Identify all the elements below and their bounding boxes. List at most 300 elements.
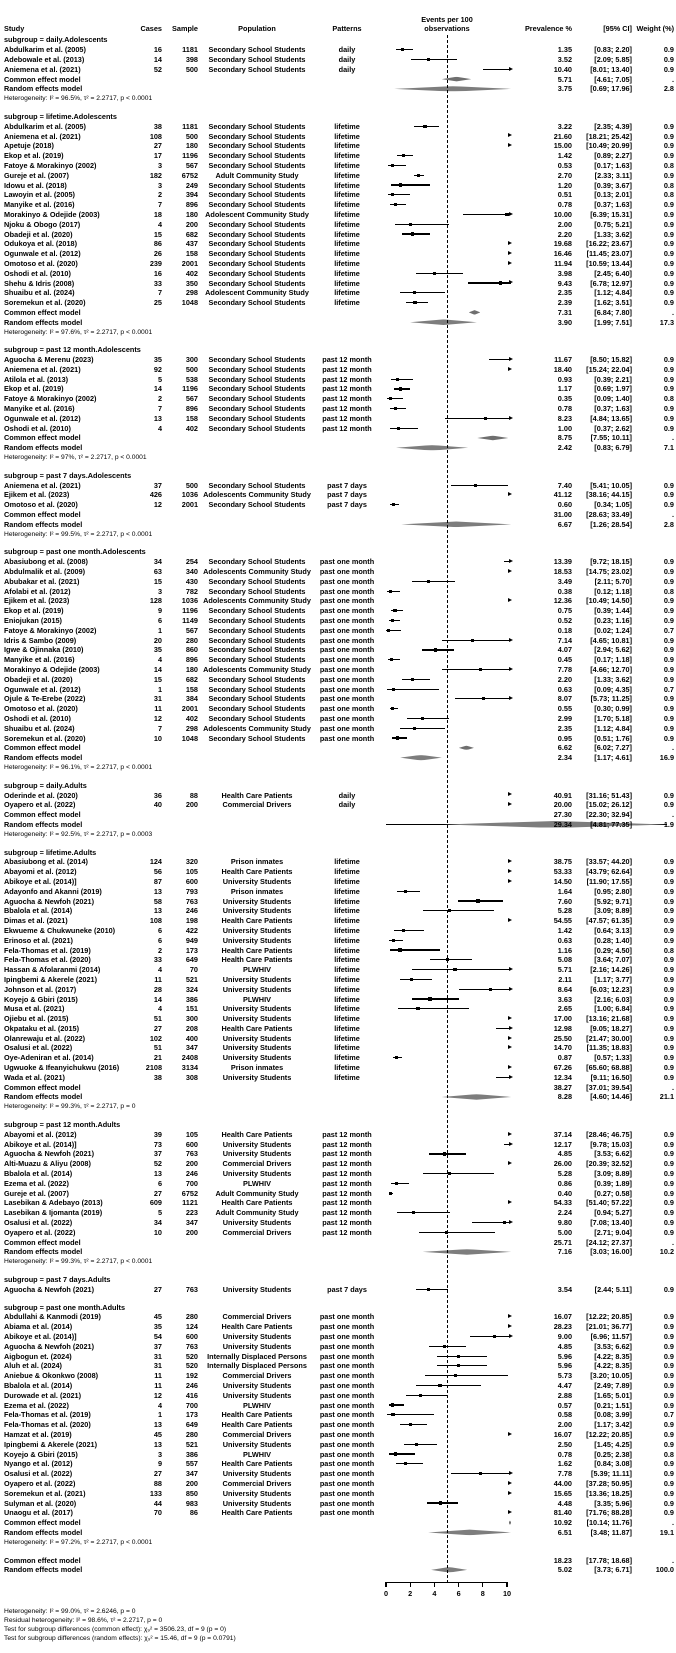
out-of-range-arrow-icon	[508, 492, 512, 496]
study-label: Oshodi et al. (2010)	[4, 423, 71, 433]
heterogeneity-note: Heterogeneity: I² = 99.3%, τ² = 2.2717, p < 0.0001	[4, 1258, 153, 1266]
point-estimate-marker	[476, 899, 479, 902]
weight-value: 0.9	[663, 567, 674, 577]
weight-value: .	[671, 510, 674, 520]
reference-dashed-line	[447, 35, 448, 1583]
ci-line	[412, 998, 459, 999]
point-estimate-marker	[493, 1335, 496, 1338]
weight-value: 0.9	[663, 994, 674, 1004]
study-row	[4, 1014, 674, 1024]
study-label: Aniemena et al. (2021)	[4, 131, 81, 141]
ci-line	[391, 379, 413, 380]
study-row	[4, 645, 674, 655]
pattern-label: lifetime	[334, 955, 360, 965]
out-of-range-arrow-icon	[508, 802, 512, 806]
ci-arrow-right-icon	[509, 987, 513, 991]
cases-value: 31	[153, 1351, 162, 1361]
population-label: University Students	[222, 1390, 292, 1400]
weight-value: 0.9	[663, 713, 674, 723]
study-row	[4, 1072, 674, 1082]
ci-line	[404, 1444, 438, 1445]
sample-value: 158	[185, 249, 198, 259]
weight-value: 0.9	[663, 1014, 674, 1024]
prevalence-value: 5.71	[557, 965, 572, 975]
cases-value: 4	[157, 1004, 162, 1014]
ci-line	[459, 989, 511, 990]
prevalence-value: 9.43	[557, 278, 572, 288]
prevalence-value: 18.53	[553, 567, 572, 577]
ci-value: [5.92; 9.71]	[594, 896, 632, 906]
sample-value: 860	[185, 645, 198, 655]
sample-value: 600	[185, 1332, 198, 1341]
study-label: Aniemena et al. (2021)	[4, 364, 81, 374]
cases-value: 11	[154, 974, 162, 984]
sample-value: 340	[185, 567, 198, 577]
study-label: Aluh et al. (2024)	[4, 1361, 62, 1371]
ci-arrow-right-icon	[509, 1471, 513, 1475]
ci-value: [3.73; 6.71]	[594, 1565, 632, 1575]
study-row	[4, 955, 674, 965]
weight-value: 0.9	[663, 965, 674, 975]
sample-value: 850	[185, 1488, 198, 1498]
population-label: Secondary School Students	[208, 374, 306, 384]
population-label: University Students	[222, 1439, 292, 1449]
ci-value: [2.16; 14.26]	[590, 965, 632, 975]
sample-value: 246	[185, 906, 198, 916]
ci-value: [4.22; 8.35]	[594, 1361, 632, 1371]
prevalence-value: 1.16	[557, 945, 572, 955]
prevalence-value: 40.91	[553, 790, 572, 800]
sample-value: 521	[185, 1439, 198, 1449]
weight-value: 0.9	[663, 1169, 674, 1179]
population-label: Health Care Patients	[221, 1459, 293, 1469]
pattern-label: lifetime	[334, 258, 360, 268]
sample-value: 682	[185, 229, 198, 239]
subgroup-label: subgroup = daily.Adolescents	[4, 35, 108, 45]
ci-value: [0.08; 3.99]	[594, 1410, 632, 1420]
point-estimate-marker	[404, 1462, 407, 1465]
ci-value: [0.69; 1.97]	[594, 384, 632, 394]
weight-value: 0.9	[663, 655, 674, 665]
ci-arrow-right-icon	[509, 559, 513, 563]
study-label: Sulyman et al. (2020)	[4, 1498, 77, 1508]
study-label: Idowu et al. (2018)	[4, 180, 67, 190]
population-label: Commercial Drivers	[222, 1371, 292, 1381]
study-row	[4, 384, 674, 394]
ci-line	[400, 979, 431, 980]
cases-value: 14	[153, 384, 162, 394]
ci-value: [4.84; 13.65]	[590, 413, 632, 423]
study-row	[4, 867, 674, 877]
weight-value: 0.9	[663, 616, 674, 626]
ci-value: [37.28; 50.95]	[586, 1478, 632, 1488]
point-estimate-marker	[404, 890, 407, 893]
population-label: Commercial Drivers	[222, 1159, 292, 1169]
cases-value: 27	[153, 1023, 162, 1033]
cases-value: 13	[153, 1420, 162, 1430]
population-label: Secondary School Students	[208, 141, 306, 151]
study-row	[4, 733, 674, 743]
weight-value: 0.9	[663, 1508, 674, 1518]
study-label: Alti-Muazu & Aliyu (2008)	[4, 1159, 91, 1169]
sample-value: 86	[189, 1508, 198, 1518]
weight-value: 0.9	[663, 596, 674, 606]
weight-value: 0.9	[663, 1284, 674, 1294]
population-label: Prison inmates	[230, 857, 284, 867]
study-label: Aguocha & Merenu (2023)	[4, 355, 94, 365]
x-axis-tick-label: 8	[480, 1588, 485, 1598]
ci-value: [9.11; 16.50]	[590, 1072, 632, 1082]
prevalence-value: 1.17	[557, 384, 572, 394]
study-label: Aguocha & Newfoh (2021)	[4, 896, 95, 906]
point-estimate-marker	[396, 736, 399, 739]
study-row	[4, 1420, 674, 1430]
point-estimate-marker	[479, 668, 482, 671]
population-label: University Students	[222, 1498, 292, 1508]
weight-value: 0.9	[663, 896, 674, 906]
population-label: Commercial Drivers	[222, 1312, 292, 1322]
point-estimate-marker	[394, 203, 397, 206]
cases-value: 45	[153, 1312, 162, 1322]
ci-value: [1.17; 3.42]	[594, 1420, 632, 1430]
prevalence-value: 5.96	[557, 1361, 572, 1371]
random-effects-model-row	[4, 1247, 674, 1257]
weight-value: 0.9	[663, 557, 674, 567]
study-row	[4, 1063, 674, 1073]
point-estimate-marker	[413, 727, 416, 730]
prevalence-value: 2.24	[557, 1208, 572, 1218]
ci-value: [65.60; 68.88]	[586, 1063, 632, 1073]
weight-value: 10.2	[659, 1247, 674, 1257]
population-label: Secondary School Students	[208, 239, 306, 249]
ci-value: [6.78; 12.97]	[590, 278, 632, 288]
cases-value: 5	[157, 1208, 162, 1218]
study-label: Ipingbemi & Akerele (2021)	[4, 1439, 97, 1449]
study-label: Aigbogun et. (2024)	[4, 1351, 72, 1361]
ci-line	[419, 1232, 496, 1233]
pattern-label: past one month	[319, 1429, 375, 1439]
pattern-label: past 12 month	[322, 1149, 372, 1159]
sample-value: 246	[185, 1380, 198, 1390]
point-estimate-marker	[391, 619, 394, 622]
pattern-label: past one month	[319, 1312, 375, 1322]
cases-value: 27	[153, 1188, 162, 1198]
weight-value: 0.9	[663, 857, 674, 867]
point-estimate-marker	[417, 174, 420, 177]
ci-value: [0.94; 5.27]	[594, 1208, 632, 1218]
population-label: Secondary School Students	[208, 258, 306, 268]
prevalence-value: 81.40	[553, 1508, 572, 1518]
sample-value: 347	[185, 1043, 198, 1053]
point-estimate-marker	[398, 948, 401, 951]
weight-value: 0.9	[663, 1459, 674, 1469]
study-label: Adayonfo and Akanni (2019)	[4, 886, 102, 896]
cases-value: 6	[157, 1178, 162, 1188]
subgroup-header-row	[4, 345, 674, 355]
cases-value: 34	[153, 557, 162, 567]
prevalence-value: 54.33	[553, 1198, 572, 1208]
weight-value: 0.8	[663, 190, 674, 200]
weight-value: 0.9	[663, 64, 674, 74]
prevalence-value: 13.39	[553, 557, 572, 567]
study-row	[4, 1284, 674, 1294]
pattern-label: lifetime	[334, 160, 360, 170]
sample-value: 763	[185, 896, 198, 906]
weight-value: 0.9	[663, 258, 674, 268]
weight-value: 0.8	[663, 394, 674, 404]
heterogeneity-row	[4, 829, 674, 839]
ci-value: [11.35; 18.83]	[586, 1043, 632, 1053]
study-row	[4, 45, 674, 55]
random-effects-model-row	[4, 820, 674, 830]
study-row	[4, 916, 674, 926]
study-label: Adebowale et al. (2013)	[4, 54, 85, 64]
study-row	[4, 180, 674, 190]
weight-value: 0.9	[663, 1390, 674, 1400]
population-label: Health Care Patients	[221, 1198, 293, 1208]
study-row	[4, 1198, 674, 1208]
ci-value: [21.01; 36.77]	[586, 1322, 632, 1332]
ci-value: [4.65; 10.81]	[590, 635, 632, 645]
population-label: University Students	[222, 1341, 292, 1351]
study-row	[4, 586, 674, 596]
point-estimate-marker	[396, 378, 399, 381]
population-label: University Students	[222, 1332, 292, 1341]
pattern-label: past one month	[319, 1380, 375, 1390]
prevalence-value: 2.50	[557, 1439, 572, 1449]
cases-value: 27	[153, 1469, 162, 1479]
population-label: Health Care Patients	[221, 945, 293, 955]
study-row	[4, 1024, 674, 1034]
point-estimate-marker	[390, 658, 393, 661]
cases-value: 9	[157, 606, 162, 616]
study-label: Aguocha & Newfoh (2021)	[4, 1341, 95, 1351]
prevalence-value: 28.23	[553, 1322, 572, 1332]
group-spacer	[4, 1547, 674, 1555]
study-label: Aguocha & Newfoh (2021)	[4, 1284, 95, 1294]
weight-value: 0.9	[663, 1072, 674, 1082]
weight-value: 0.9	[663, 1139, 674, 1149]
ci-line	[437, 1365, 487, 1366]
sample-value: 350	[185, 278, 198, 288]
study-label: Hamzat et al. (2019)	[4, 1429, 72, 1439]
population-label: Secondary School Students	[208, 404, 306, 414]
prevalence-value: 14.50	[553, 876, 572, 886]
sample-value: 1048	[181, 298, 198, 308]
subgroup-label: subgroup = daily.Adults	[4, 780, 87, 790]
ci-value: [0.23; 1.16]	[594, 616, 632, 626]
cases-value: 58	[153, 896, 162, 906]
pattern-label: past 12 month	[322, 384, 372, 394]
pooled-diamond	[396, 445, 468, 451]
pattern-label: past one month	[319, 596, 375, 606]
ci-value: [0.64; 3.13]	[594, 925, 632, 935]
weight-value: 100.0	[655, 1565, 674, 1575]
weight-value: 0.9	[663, 121, 674, 131]
ci-arrow-right-icon	[509, 1142, 513, 1146]
study-label: Bbalola et al. (2014)	[4, 1380, 73, 1390]
population-label: Health Care Patients	[221, 867, 293, 877]
population-label: PLWHIV	[243, 1449, 271, 1459]
ci-value: [5.73; 11.25]	[590, 694, 632, 704]
ci-value: [2.35; 4.39]	[594, 121, 632, 131]
prevalence-value: 41.12	[553, 490, 572, 500]
ci-line	[427, 1502, 459, 1503]
weight-value: 0.9	[663, 635, 674, 645]
ci-line	[406, 302, 429, 303]
ci-value: [15.02; 26.12]	[586, 800, 632, 810]
weight-value: .	[671, 810, 674, 820]
ci-line	[423, 910, 493, 911]
common-effect-model-row	[4, 433, 674, 443]
study-row	[4, 935, 674, 945]
study-label: Obadeji et al. (2020)	[4, 674, 73, 684]
weight-value: 2.8	[663, 84, 674, 94]
weight-value: 0.9	[663, 1439, 674, 1449]
prevalence-value: 5.96	[557, 1351, 572, 1361]
x-axis-tick-label: 4	[432, 1588, 437, 1598]
study-row	[4, 665, 674, 675]
study-row	[4, 1400, 674, 1410]
heterogeneity-note: Heterogeneity: I² = 97.6%, τ² = 2.2717, p < 0.0001	[4, 328, 153, 336]
weight-value: 19.1	[659, 1527, 674, 1537]
out-of-range-arrow-icon	[508, 133, 512, 137]
study-row	[4, 723, 674, 733]
ci-value: [6.39; 15.31]	[590, 209, 632, 219]
study-label: Shehu & Idris (2008)	[4, 278, 75, 288]
pattern-label: lifetime	[334, 974, 360, 984]
pattern-label: lifetime	[334, 1053, 360, 1063]
ci-value: [1.70; 5.18]	[594, 713, 632, 723]
cases-value: 12	[153, 713, 162, 723]
weight-value: 0.9	[663, 278, 674, 288]
cases-value: 31	[153, 694, 162, 704]
cases-value: 26	[153, 249, 162, 259]
weight-value: 0.9	[663, 886, 674, 896]
study-label: Shuaibu et al. (2024)	[4, 723, 75, 733]
pattern-label: past one month	[319, 694, 375, 704]
common-effect-model-row	[4, 308, 674, 318]
ci-value: [0.95; 2.80]	[594, 886, 632, 896]
pooled-diamond	[401, 522, 511, 528]
ci-line	[442, 669, 511, 670]
sample-value: 700	[185, 1178, 198, 1188]
ci-value: [0.39; 3.67]	[594, 180, 632, 190]
out-of-range-arrow-icon	[508, 859, 512, 863]
ci-value: [0.29; 4.50]	[594, 945, 632, 955]
ci-value: [2.11; 5.70]	[594, 576, 632, 586]
weight-value: .	[671, 1082, 674, 1092]
pattern-label: lifetime	[334, 249, 360, 259]
prevalence-value: 8.75	[557, 433, 572, 443]
random-effects-model-row	[4, 753, 674, 763]
population-label: Health Care Patients	[221, 1322, 293, 1332]
weight-value: 0.9	[663, 1351, 674, 1361]
study-label: Dimas et al. (2021)	[4, 916, 68, 926]
sample-value: 1036	[181, 490, 198, 500]
pattern-label: past 7 days	[327, 1284, 367, 1294]
cases-value: 133	[149, 1488, 162, 1498]
prevalence-value: 10.00	[553, 209, 572, 219]
cases-value: 12	[153, 500, 162, 510]
study-label: Ugwuoke & Ifeanyichukwu (2016)	[4, 1063, 120, 1073]
out-of-range-arrow-icon	[508, 569, 512, 573]
sample-value: 949	[185, 935, 198, 945]
sample-value: 983	[185, 1498, 198, 1508]
cases-value: 16	[153, 45, 162, 55]
point-estimate-marker	[505, 213, 508, 216]
prevalence-value: 16.07	[553, 1429, 572, 1439]
prevalence-value: 4.07	[557, 645, 572, 655]
prevalence-value: 19.68	[553, 239, 572, 249]
sample-value: 254	[185, 557, 198, 567]
study-label: Osalusi et al. (2022)	[4, 1043, 73, 1053]
out-of-range-arrow-icon	[508, 869, 512, 873]
pattern-label: lifetime	[334, 935, 360, 945]
study-label: Abikoye et al. (2014)]	[4, 1139, 77, 1149]
pattern-label: lifetime	[334, 121, 360, 131]
population-label: Secondary School Students	[208, 616, 306, 626]
pooled-diamond	[459, 746, 474, 751]
study-label: Wada et al. (2021)	[4, 1072, 65, 1082]
cases-value: 33	[153, 278, 162, 288]
pattern-label: past 12 month	[322, 404, 372, 414]
point-estimate-marker	[397, 427, 400, 430]
prevalence-value: 3.22	[557, 121, 572, 131]
weight-value: 0.9	[663, 1198, 674, 1208]
pattern-label: past one month	[319, 1469, 375, 1479]
weight-value: 0.9	[663, 645, 674, 655]
study-row	[4, 500, 674, 510]
sample-value: 402	[185, 423, 198, 433]
ci-value: [24.12; 27.37]	[586, 1237, 632, 1247]
pattern-label: daily	[338, 800, 356, 810]
random-effects-model-row	[4, 1092, 674, 1102]
weight-value: 0.9	[663, 1033, 674, 1043]
study-label: Shuaibu et al. (2024)	[4, 288, 75, 298]
sample-value: 422	[185, 925, 198, 935]
heterogeneity-row	[4, 763, 674, 773]
study-label: Random effects model	[4, 1565, 83, 1575]
study-label: Common effect model	[4, 1082, 81, 1092]
cases-value: 10	[153, 733, 162, 743]
heterogeneity-row	[4, 529, 674, 539]
ci-value: [28.46; 46.75]	[586, 1129, 632, 1139]
cases-value: 14	[153, 994, 162, 1004]
sample-value: 521	[185, 974, 198, 984]
study-row	[4, 278, 674, 288]
ci-line	[463, 214, 511, 215]
prevalence-value: 7.60	[557, 896, 572, 906]
cases-value: 5	[157, 374, 162, 384]
pattern-label: daily	[338, 790, 356, 800]
footnote: Test for subgroup differences (random effects): χ₉² = 15.46, df = 9 (p = 0.0791)	[4, 1635, 236, 1643]
weight-value: 1.9	[663, 819, 674, 829]
cases-value: 239	[149, 258, 162, 268]
ci-value: [10.49; 20.99]	[586, 141, 632, 151]
sample-value: 324	[185, 984, 198, 994]
prevalence-value: 8.64	[557, 984, 572, 994]
heterogeneity-row	[4, 1257, 674, 1267]
pattern-label: past one month	[319, 713, 375, 723]
subgroup-header-row	[4, 470, 674, 480]
ci-value: [1.17; 4.61]	[594, 753, 632, 763]
study-label: Osalusi et al. (2022)	[4, 1218, 73, 1228]
ci-value: [0.25; 2.38]	[594, 1449, 632, 1459]
heterogeneity-row	[4, 1102, 674, 1112]
ci-line	[416, 1289, 448, 1290]
cases-value: 1	[157, 1410, 162, 1420]
